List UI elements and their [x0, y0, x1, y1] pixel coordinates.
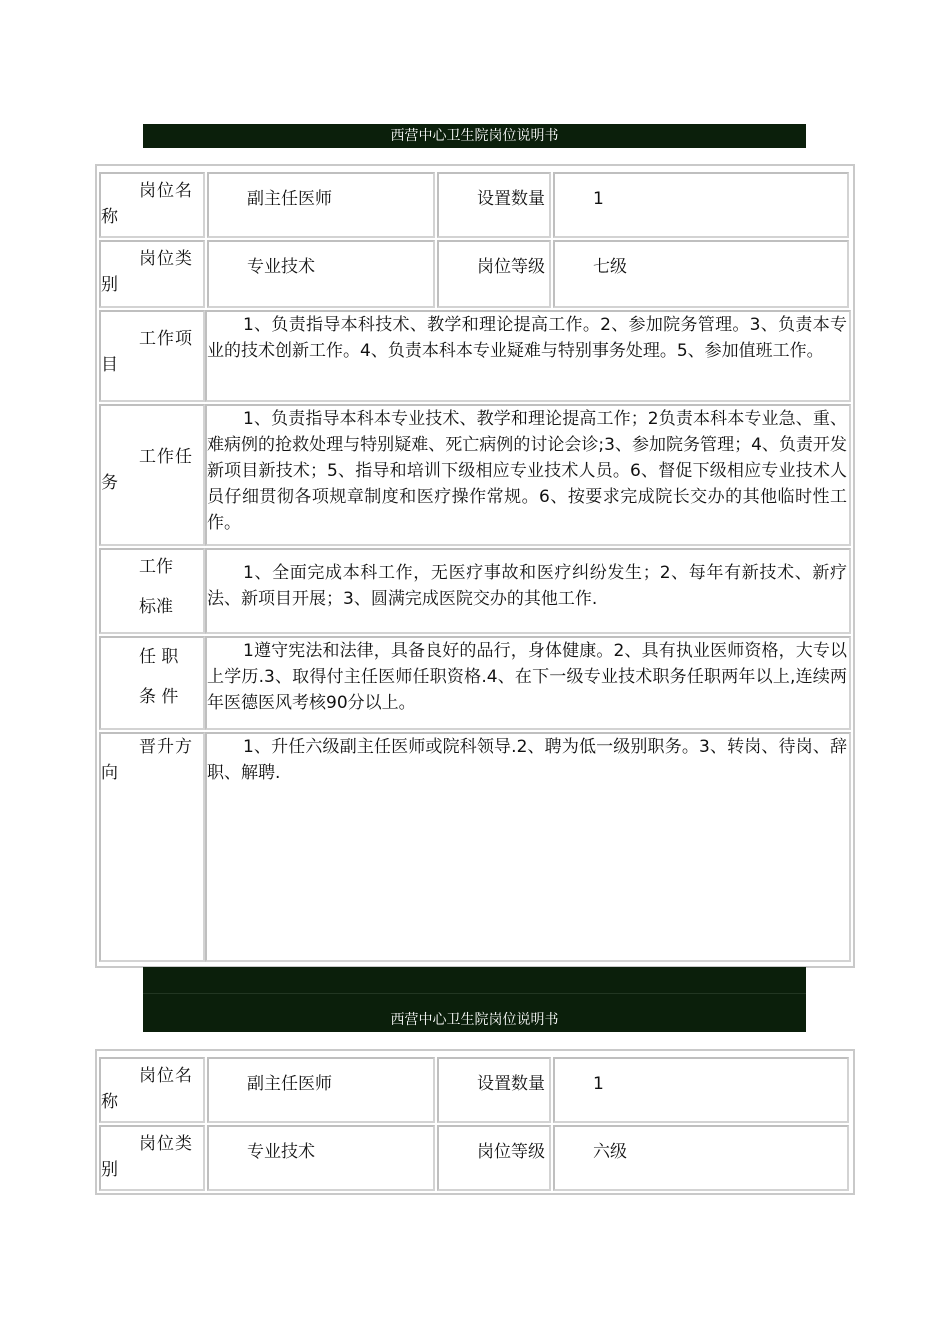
level-label: 岗位等级 — [437, 1125, 551, 1191]
work-items-label: 工作项 目 — [99, 310, 205, 402]
work-standard-label: 工作 标准 — [99, 548, 205, 634]
page-title-banner — [143, 124, 806, 148]
duties-text: 1、负责指导本科本专业技术、教学和理论提高工作；2负责本科本专业急、重、难病例的抢救处理与特别疑难、死亡病例的讨论会诊;3、参加院务管理；4、负责开发新项目新技术；5、指导和培训下级相应专业技术人员。6、督促下级相应专业技术人员仔细贯彻各项规章制度和医疗操作常规。6、按要求完成院长交办的其他临时性工作。 — [205, 404, 851, 546]
category-label: 岗位类 别 — [99, 240, 205, 308]
count-value: 1 — [553, 172, 849, 238]
category-value: 专业技术 — [207, 240, 435, 308]
page-title-banner-2 — [143, 967, 806, 1032]
level-value: 六级 — [553, 1125, 849, 1191]
work-standard-text: 1、全面完成本科工作，无医疗事故和医疗纠纷发生；2、每年有新技术、新疗法、新项目开展；3、圆满完成医院交办的其他工作. — [205, 548, 851, 634]
count-value: 1 — [553, 1057, 849, 1123]
work-items-text: 1、负责指导本科技术、教学和理论提高工作。2、参加院务管理。3、负责本专业的技术创新工作。4、负责本科本专业疑难与特别事务处理。5、参加值班工作。 — [205, 310, 851, 402]
position-name-value: 副主任医师 — [207, 1057, 435, 1123]
page-title: 西营中心卫生院岗位说明书 — [390, 128, 559, 144]
level-label: 岗位等级 — [437, 240, 551, 308]
position-name-value: 副主任医师 — [207, 172, 435, 238]
job-description-table-2 — [95, 1049, 855, 1195]
qualification-text: 1遵守宪法和法律，具备良好的品行，身体健康。2、具有执业医师资格，大专以上学历.3、取得付主任医师任职资格.4、在下一级专业技术职务任职两年以上,连续两年医德医风考核90分以上。 — [205, 636, 851, 730]
page-title-2: 西营中心卫生院岗位说明书 — [390, 1012, 559, 1028]
count-label: 设置数量 — [437, 172, 551, 238]
banner-divider — [143, 993, 806, 994]
category-value: 专业技术 — [207, 1125, 435, 1191]
qualification-label: 任 职 条 件 — [99, 636, 205, 730]
promotion-text: 1、升任六级副主任医师或院科领导.2、聘为低一级别职务。3、转岗、待岗、辞职、解聘. — [205, 732, 851, 962]
promotion-label: 晋升方 向 — [99, 732, 205, 962]
count-label: 设置数量 — [437, 1057, 551, 1123]
level-value: 七级 — [553, 240, 849, 308]
job-description-table — [95, 164, 855, 968]
duties-label: 工作任 务 — [99, 404, 205, 546]
position-name-label: 岗位名 称 — [99, 172, 205, 238]
position-name-label: 岗位名 称 — [99, 1057, 205, 1123]
category-label: 岗位类 别 — [99, 1125, 205, 1191]
